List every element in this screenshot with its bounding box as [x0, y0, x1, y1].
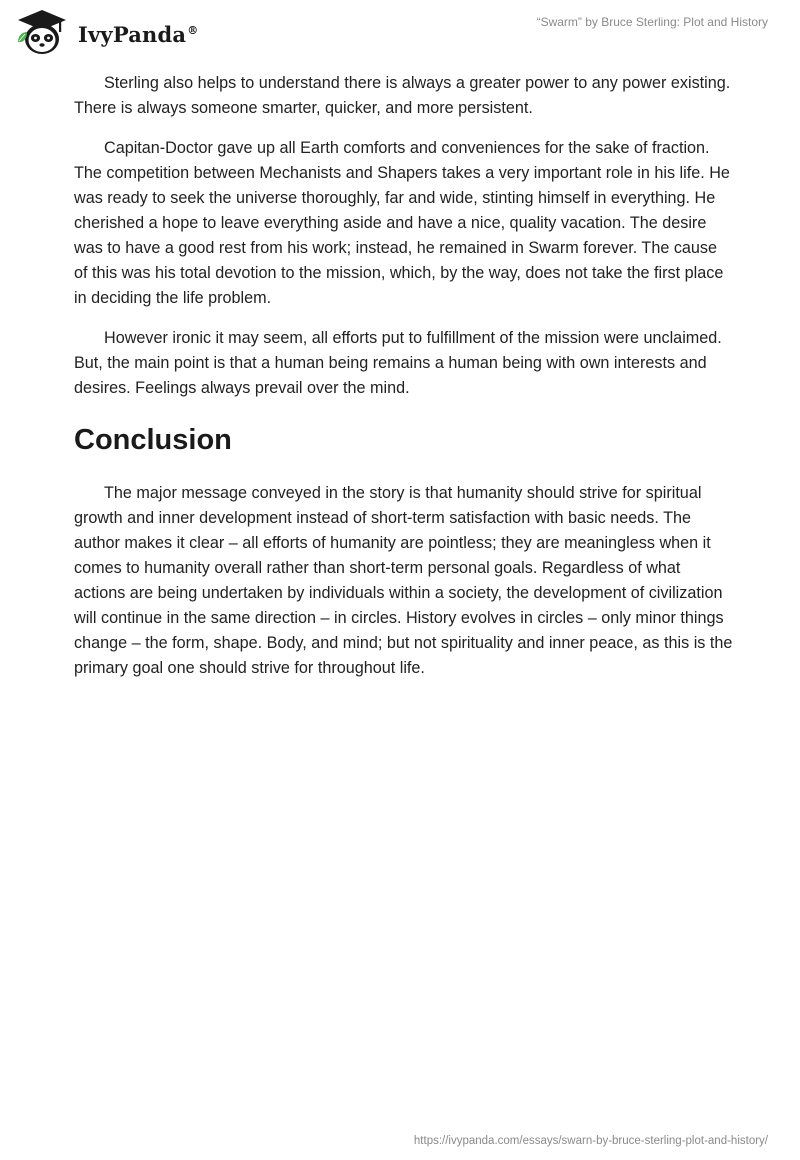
paragraph: Sterling also helps to understand there is always a greater power to any power existing. There is always someone smarter, quicker, and more persistent. [74, 74, 731, 117]
document-title: “Swarm” by Bruce Sterling: Plot and History [536, 15, 768, 29]
registered-mark: ® [187, 23, 199, 37]
ivypanda-logo[interactable] [14, 8, 198, 58]
page-header [0, 0, 800, 70]
conclusion-heading: Conclusion [74, 424, 232, 456]
brand-name [78, 22, 198, 47]
source-url-link[interactable]: https://ivypanda.com/essays/swarn-by-bruce-sterling-plot-and-history/ [413, 1135, 768, 1147]
paragraph: Capitan-Doctor gave up all Earth comforts and conveniences for the sake of fraction. The competition between Mechanists and Shapers takes a very important role in his life. He was ready to seek the universe thoroughly, far and wide, stinting himself in everything. He cherished a hope to leave everything aside and have a nice, quality vacation. The desire was to have a good rest from his work; instead, he remained in Swarm forever. The cause of this was his total devotion to the mission, which, by the way, does not take the first place in deciding the life problem. [74, 139, 730, 307]
conclusion-paragraph: The major message conveyed in the story is that humanity should strive for spiritual growth and inner development instead of short-term satisfaction with basic needs. The author makes it clear – all efforts of humanity are pointless; they are meaningless when it comes to humanity overall rather than short-term personal goals. Regardless of what actions are being undertaken by individuals within a society, the development of civilization will continue in the same direction – in circles. History evolves in circles – only minor things change – the form, shape. Body, and mind; but not spirituality and inner peace, as this is the primary goal one should strive for throughout life. [74, 484, 733, 677]
brand-label: IvyPanda [78, 21, 187, 47]
paragraph: However ironic it may seem, all efforts put to fulfillment of the mission were unclaimed. But, the main point is that a human being remains a human being with own interests and desires. Feelings always prevail over the mind. [74, 329, 722, 397]
panda-graduate-icon [14, 8, 70, 58]
essay-body [74, 71, 734, 696]
